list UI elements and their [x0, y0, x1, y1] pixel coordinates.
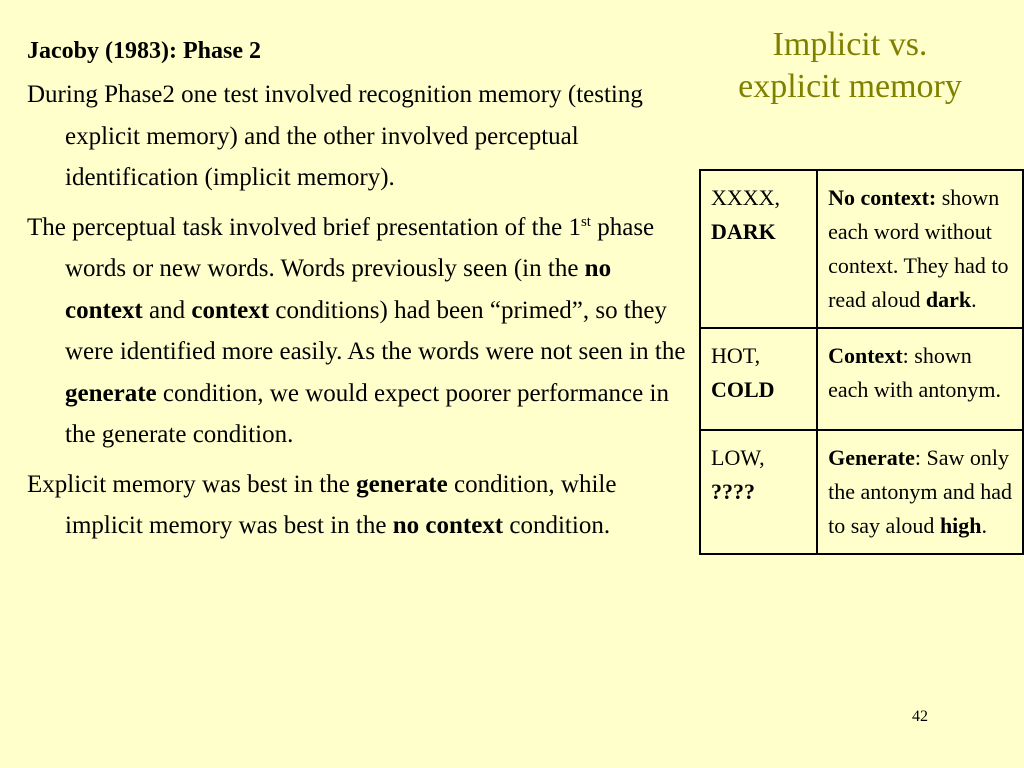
example-word: LOW, — [711, 445, 765, 470]
condition-cell — [817, 328, 1023, 430]
condition-bold-word: high — [939, 513, 982, 538]
condition-description: : shown each with antonym. — [828, 343, 1002, 402]
p2-text-b: phase words or new words. Words previously seen (in the — [65, 213, 655, 282]
p3-bold-generate: generate — [356, 470, 448, 498]
title-line-1: Implicit vs. — [772, 26, 928, 63]
paragraph-1 — [27, 74, 692, 199]
condition-name: Context — [828, 343, 903, 368]
p3-text-c: condition. — [503, 512, 611, 539]
condition-end: . — [971, 287, 977, 312]
page-number: 42 — [912, 708, 928, 725]
example-cell — [700, 170, 817, 328]
example-word: HOT, — [711, 343, 761, 368]
p2-text-a: The perceptual task involved brief presentation of the 1 — [27, 213, 581, 241]
example-cell — [700, 328, 817, 430]
p3-text-a: Explicit memory was best in the — [27, 470, 357, 498]
table-row-context — [700, 328, 1023, 430]
condition-cell — [817, 430, 1023, 554]
slide-title — [690, 24, 1010, 108]
p2-text-d: conditions) had been “primed”, so they were identified more easily. As the words were not seen in the — [65, 296, 686, 365]
p2-superscript: st — [580, 213, 591, 230]
conditions-table — [699, 169, 1024, 555]
example-target: COLD — [711, 377, 775, 402]
condition-cell — [817, 170, 1023, 328]
table-row-generate — [700, 430, 1023, 554]
p2-bold-generate: generate — [65, 379, 157, 407]
example-target: ???? — [711, 479, 755, 504]
p2-text-e: condition, we would expect poorer performance in the generate condition. — [65, 379, 669, 448]
example-cell — [700, 430, 817, 554]
condition-bold-word: dark — [925, 287, 972, 312]
table-row-no-context — [700, 170, 1023, 328]
condition-end: . — [981, 513, 988, 538]
paragraph-1-text: During Phase2 one test involved recognition memory (testing explicit memory) and the other involved perceptual identification (implicit memory). — [27, 81, 643, 191]
p2-text-c: and — [142, 296, 192, 324]
title-line-2: explicit memory — [738, 68, 962, 105]
p3-bold-no-context: no context — [392, 512, 504, 539]
condition-name: No context: — [828, 185, 937, 210]
condition-description: shown each word without context. They had to read aloud — [828, 185, 1009, 312]
p2-bold-no-context: no context — [65, 255, 612, 324]
p2-bold-context: context — [191, 296, 270, 324]
example-word: XXXX, — [711, 185, 781, 210]
paragraph-3 — [27, 464, 692, 547]
section-heading: Jacoby (1983): Phase 2 — [27, 38, 261, 64]
condition-name: Generate — [828, 445, 915, 470]
condition-description: : Saw only the antonym and had to say aloud — [828, 445, 1013, 538]
p3-text-b: condition, while implicit memory was best in the — [65, 470, 617, 539]
paragraph-2 — [27, 207, 692, 456]
example-target: DARK — [711, 219, 776, 244]
body-text — [27, 34, 692, 547]
